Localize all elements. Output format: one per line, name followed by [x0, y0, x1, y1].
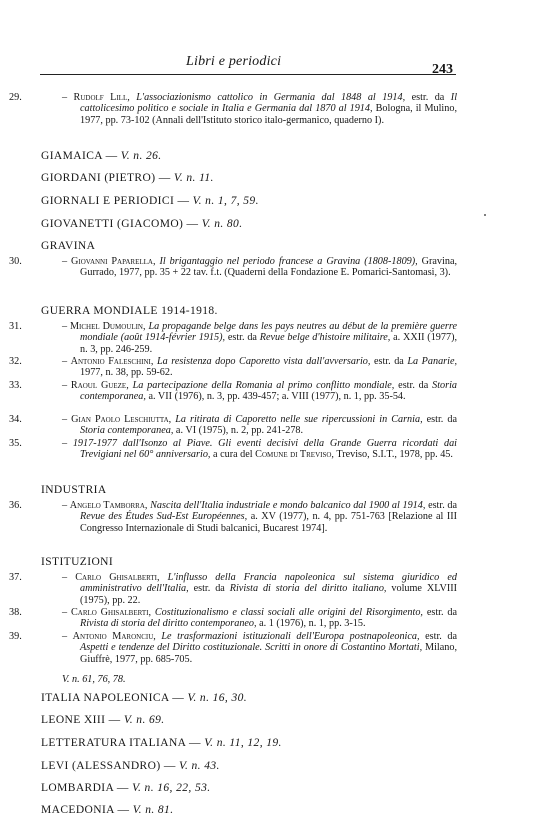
index-heading: GIAMAICA — V. n. 26.: [41, 150, 162, 162]
entry-author: Rudolf Lill,: [73, 92, 130, 103]
bibliography-entry: – Carlo Ghisalberti, Costituzionalismo e classi sociali alle origini del Risorgimento, estr. da Rivista di storia del diritto contemporaneo, a. 1 (1976), n. 1, pp. 3-15.: [62, 607, 458, 630]
entry-number: 33.: [9, 380, 22, 391]
index-heading: LOMBARDIA — V. n. 16, 22, 53.: [41, 782, 211, 794]
entry-author: Michel Dumoulin,: [70, 321, 146, 332]
bibliography-entry: – Carlo Ghisalberti, L'influsso della Francia napoleonica sul sistema giuridico ed amministrativo dell'Italia, estr. da Rivista di storia del diritto italiano, volume XLVIII (1975), pp. 22.: [62, 572, 458, 606]
entry-source-title: Rivista di storia del diritto contemporaneo,: [80, 618, 257, 630]
index-heading: MACEDONIA — V. n. 81.: [41, 804, 174, 816]
entry-title: Costituzionalismo e classi sociali alle origini del Risorgimento,: [154, 607, 423, 618]
entry-number: 34.: [9, 414, 22, 425]
entry-number: 39.: [9, 631, 22, 642]
entry-author: Comune di Treviso,: [255, 449, 334, 461]
entry-title: Le trasformazioni istituzionali dell'Europa postnapoleonica,: [161, 631, 420, 642]
entry-title: L'associazionismo cattolico in Germania dal 1848 al 1914,: [136, 92, 406, 103]
index-heading: ISTITUZIONI: [41, 556, 114, 568]
entry-number: 35.: [9, 438, 22, 449]
index-heading: INDUSTRIA: [41, 484, 107, 496]
entry-source-title: Revue des Études Sud-Est Européennes,: [80, 511, 248, 523]
entry-author: Antonio Faleschini,: [70, 356, 154, 367]
index-heading: LETTERATURA ITALIANA — V. n. 11, 12, 19.: [41, 737, 282, 749]
index-heading: GIOVANETTI (GIACOMO) — V. n. 80.: [41, 218, 243, 230]
entry-source-title: Il cattolicesimo politico e sociale in Italia e Germania dal 1870 al 1914,: [80, 92, 458, 115]
entry-author: Angelo Tamborra,: [69, 500, 148, 511]
entry-source-title: Revue belge d'histoire militaire,: [259, 332, 391, 344]
entry-title: 1917-1977 dall'Isonzo al Piave. Gli eventi decisivi della Grande Guerra ricordati dai Trevigiani nel 60° anniversario,: [72, 438, 458, 461]
print-speck: [484, 214, 486, 216]
running-title: Libri e periodici: [186, 54, 282, 69]
entry-title: La propagande belge dans les pays neutres au début de la première guerre mondiale (août 1914-février 1915),: [80, 321, 457, 344]
entry-title: La partecipazione della Romania al primo conflitto mondiale,: [132, 380, 395, 391]
bibliography-entry: – Gian Paolo Leschiutta, La ritirata di Caporetto nelle sue ripercussioni in Carnia, estr. da Storia contemporanea, a. VI (1975), n. 2, pp. 241-278.: [62, 414, 457, 437]
entry-author: Giovanni Paparella,: [71, 256, 156, 267]
bibliography-entry: – Michel Dumoulin, La propagande belge dans les pays neutres au début de la première guerre mondiale (août 1914-février 1915), estr. da Revue belge d'histoire militaire, a. XXII (1977), n. 3, pp. 246-259.: [62, 321, 458, 355]
bibliography-entry: – 1917-1977 dall'Isonzo al Piave. Gli eventi decisivi della Grande Guerra ricordati dai Trevigiani nel 60° anniversario, a cura del Comune di Treviso, Treviso, S.I.T., 1978, pp. 45.: [62, 438, 458, 461]
entry-author: Carlo Ghisalberti,: [70, 607, 152, 618]
entry-title: La ritirata di Caporetto nelle sue ripercussioni in Carnia,: [175, 414, 423, 425]
cross-reference: V. n. 61, 76, 78.: [62, 674, 126, 685]
index-heading: GRAVINA: [41, 240, 96, 252]
entry-source-title: Storia contemporanea,: [80, 425, 174, 437]
entry-source-title: Storia contemporanea,: [80, 380, 458, 403]
entry-source-title: Rivista di storia del diritto italiano,: [229, 583, 387, 595]
index-heading: GUERRA MONDIALE 1914-1918.: [41, 305, 218, 317]
entry-number: 37.: [9, 572, 22, 583]
entry-number: 31.: [9, 321, 22, 332]
index-heading: LEONE XIII — V. n. 69.: [41, 714, 165, 726]
index-heading: GIORNALI E PERIODICI — V. n. 1, 7, 59.: [41, 195, 259, 207]
running-head: [40, 52, 456, 75]
entry-source-title: La Panarie,: [407, 356, 458, 367]
bibliography-entry: – Angelo Tamborra, Nascita dell'Italia industriale e mondo balcanico dal 1900 al 1914, estr. da Revue des Études Sud-Est Européennes, a. XV (1977), n. 4, pp. 751-763 [Relazione al III Congresso Internazionale di Studi balcanici, Bucarest 1974].: [62, 500, 458, 534]
entry-source-title: Aspetti e tendenze del Diritto costituzionale. Scritti in onore di Costantino Mortati,: [80, 642, 423, 654]
index-heading: ITALIA NAPOLEONICA — V. n. 16, 30.: [41, 692, 248, 704]
entry-author: Gian Paolo Leschiutta,: [71, 414, 172, 425]
entry-number: 36.: [9, 500, 22, 511]
entry-title: La resistenza dopo Caporetto vista dall'avversario,: [156, 356, 371, 367]
index-heading: LEVI (ALESSANDRO) — V. n. 43.: [41, 760, 220, 772]
page-number: 243: [432, 62, 453, 77]
entry-number: 38.: [9, 607, 22, 618]
bibliography-entry: – Antonio Faleschini, La resistenza dopo Caporetto vista dall'avversario, estr. da La Panarie, 1977, n. 38, pp. 59-62.: [62, 356, 458, 379]
entry-title: Nascita dell'Italia industriale e mondo balcanico dal 1900 al 1914,: [150, 500, 426, 511]
entry-title: L'influsso della Francia napoleonica sul sistema giuridico ed amministrativo dell'Italia,: [80, 572, 457, 595]
index-heading: GIORDANI (PIETRO) — V. n. 11.: [41, 172, 214, 184]
bibliography-entry: – Giovanni Paparella, Il brigantaggio nel periodo francese a Gravina (1808-1809), Gravina, Gurrado, 1977, pp. 35 + 22 tav. f.t. (Quaderni della Fondazione E. Pomarici-Santomasi, 3).: [62, 256, 458, 279]
bibliography-entry: – Antonio Maronciu, Le trasformazioni istituzionali dell'Europa postnapoleonica, estr. da Aspetti e tendenze del Diritto costituzionale. Scritti in onore di Costantino Mortati, Milano, Giuffrè, 1977, pp. 685-705.: [62, 631, 458, 665]
bibliography-entry: – Raoul Gueze, La partecipazione della Romania al primo conflitto mondiale, estr. da Storia contemporanea, a. VII (1976), n. 3, pp. 439-457; a. VIII (1977), n. 1, pp. 35-54.: [62, 380, 458, 403]
entry-number: 32.: [9, 356, 22, 367]
entry-author: Antonio Maronciu,: [72, 631, 156, 642]
entry-title: Il brigantaggio nel periodo francese a Gravina (1808-1809),: [159, 256, 418, 267]
bibliography-entry: – Rudolf Lill, L'associazionismo cattolico in Germania dal 1848 al 1914, estr. da Il cattolicesimo politico e sociale in Italia e Germania dal 1870 al 1914, Bologna, il Mulino, 1977, pp. 73-102 (Annali dell'Istituto storico italo-germanico, quaderno I).: [62, 92, 458, 126]
entry-author: Raoul Gueze,: [70, 380, 129, 391]
entry-number: 30.: [9, 256, 22, 267]
entry-number: 29.: [9, 92, 22, 103]
entry-author: Carlo Ghisalberti,: [75, 572, 160, 583]
